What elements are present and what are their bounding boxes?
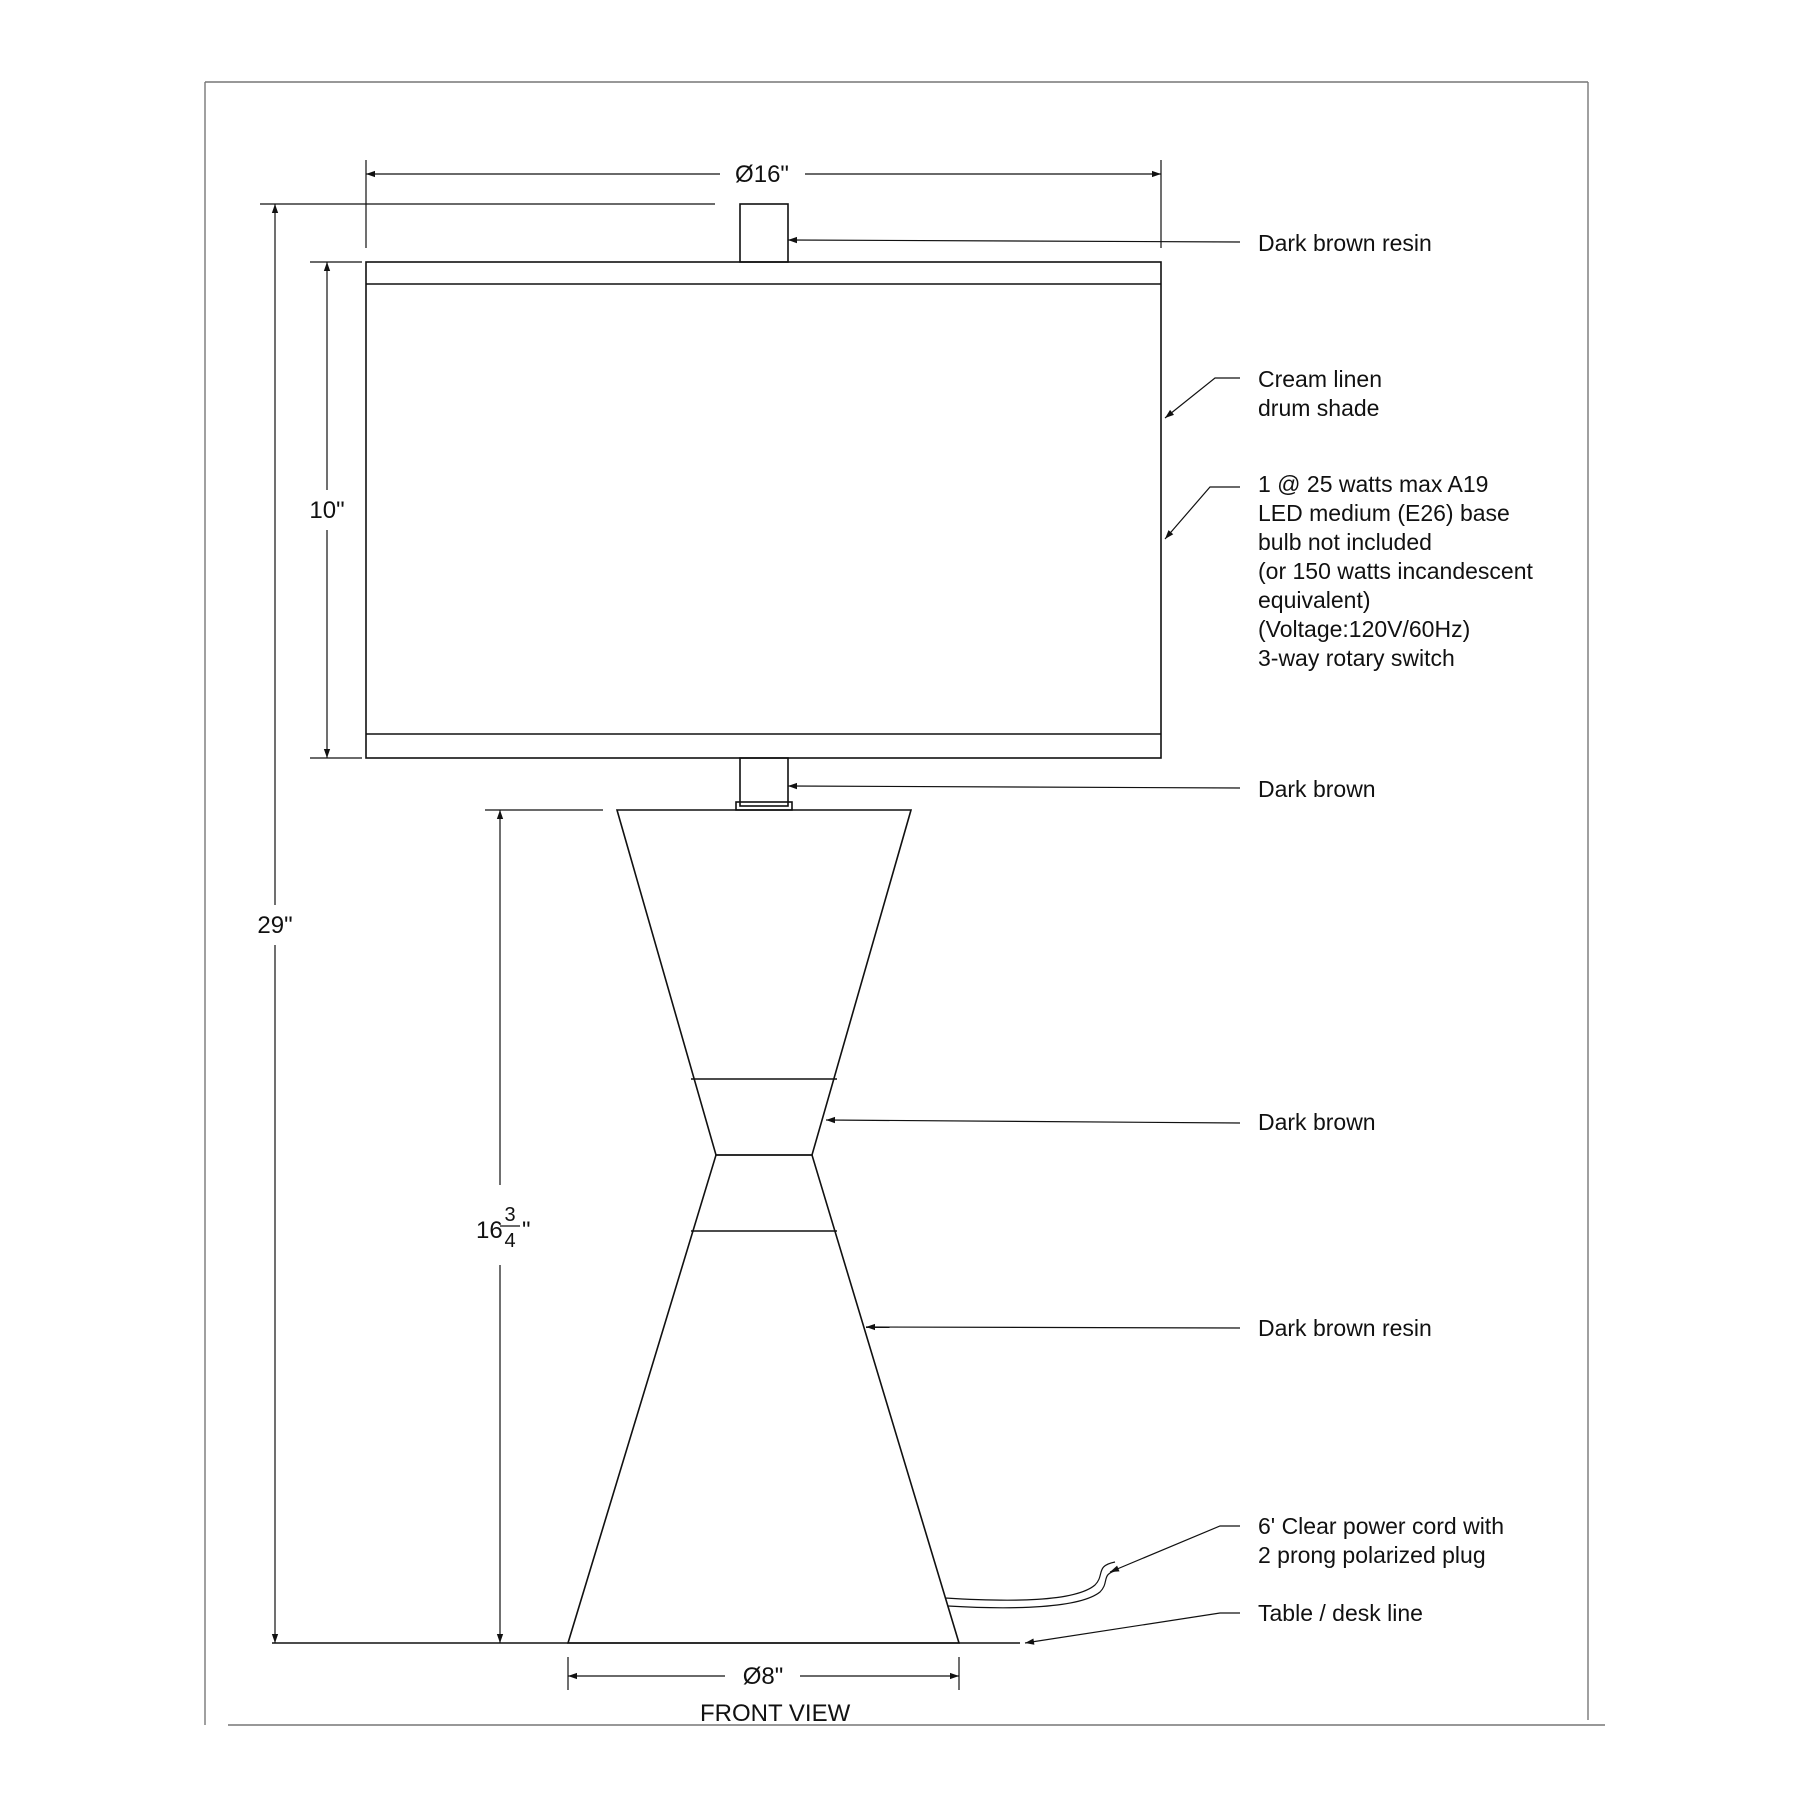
callout-bulb-line: bulb not included xyxy=(1258,529,1432,555)
callout-bulb xyxy=(1258,470,1533,673)
dim-base-height-denominator: 4 xyxy=(504,1230,516,1252)
dim-base-height-whole: 16 xyxy=(476,1217,503,1244)
callout-finial-line: Dark brown resin xyxy=(1258,230,1432,256)
leader-body xyxy=(866,1327,1240,1328)
callout-table xyxy=(1258,1599,1423,1628)
dim-shade-height-label: 10" xyxy=(309,497,345,524)
leader-neck xyxy=(788,786,1240,788)
callout-bulb-line: 3-way rotary switch xyxy=(1258,645,1455,671)
leader-cord xyxy=(1110,1526,1240,1572)
dim-base-diameter-label: Ø8" xyxy=(742,1663,784,1690)
leader-finial xyxy=(788,240,1240,242)
callout-shade-line: Cream linen xyxy=(1258,366,1382,392)
power-cord xyxy=(945,1562,1118,1608)
callout-middle-band-line: Dark brown xyxy=(1258,1109,1376,1135)
callout-neck-line: Dark brown xyxy=(1258,776,1376,802)
dim-overall-height xyxy=(257,204,715,1643)
callout-shade xyxy=(1258,365,1382,423)
hourglass-base xyxy=(568,810,959,1643)
leader-middle-band xyxy=(826,1120,1240,1123)
callout-bulb-line: (or 150 watts incandescent xyxy=(1258,558,1533,584)
drum-shade xyxy=(366,262,1161,758)
callout-body-line: Dark brown resin xyxy=(1258,1315,1432,1341)
leader-bulb xyxy=(1165,487,1240,539)
callout-bulb-line: equivalent) xyxy=(1258,587,1371,613)
dim-overall-height-label: 29" xyxy=(257,912,293,939)
dim-base-height-numerator: 3 xyxy=(504,1204,516,1226)
callout-cord xyxy=(1258,1512,1504,1570)
leader-table xyxy=(1025,1613,1240,1643)
callout-cord-line: 2 prong polarized plug xyxy=(1258,1542,1486,1568)
callout-neck xyxy=(1258,775,1376,804)
dim-shade-height xyxy=(309,262,362,758)
callout-bulb-line: 1 @ 25 watts max A19 xyxy=(1258,471,1489,497)
finial xyxy=(740,204,788,262)
callout-shade-line: drum shade xyxy=(1258,395,1380,421)
view-label: FRONT VIEW xyxy=(700,1700,851,1727)
callout-finial xyxy=(1258,229,1432,258)
dim-shade-diameter-label: Ø16" xyxy=(735,161,789,188)
callout-body xyxy=(1258,1314,1432,1343)
drawing-frame xyxy=(205,82,1605,1725)
callout-bulb-line: (Voltage:120V/60Hz) xyxy=(1258,616,1471,642)
callout-cord-line: 6' Clear power cord with xyxy=(1258,1513,1504,1539)
callout-middle-band xyxy=(1258,1108,1376,1137)
neck xyxy=(736,758,792,810)
callout-table-line: Table / desk line xyxy=(1258,1600,1423,1626)
dim-base-height-unit: " xyxy=(522,1217,531,1244)
leader-shade xyxy=(1165,378,1240,418)
callout-bulb-line: LED medium (E26) base xyxy=(1258,500,1510,526)
dim-base-height xyxy=(476,810,603,1643)
dim-base-diameter xyxy=(568,1657,959,1690)
leader-lines xyxy=(788,240,1240,1643)
